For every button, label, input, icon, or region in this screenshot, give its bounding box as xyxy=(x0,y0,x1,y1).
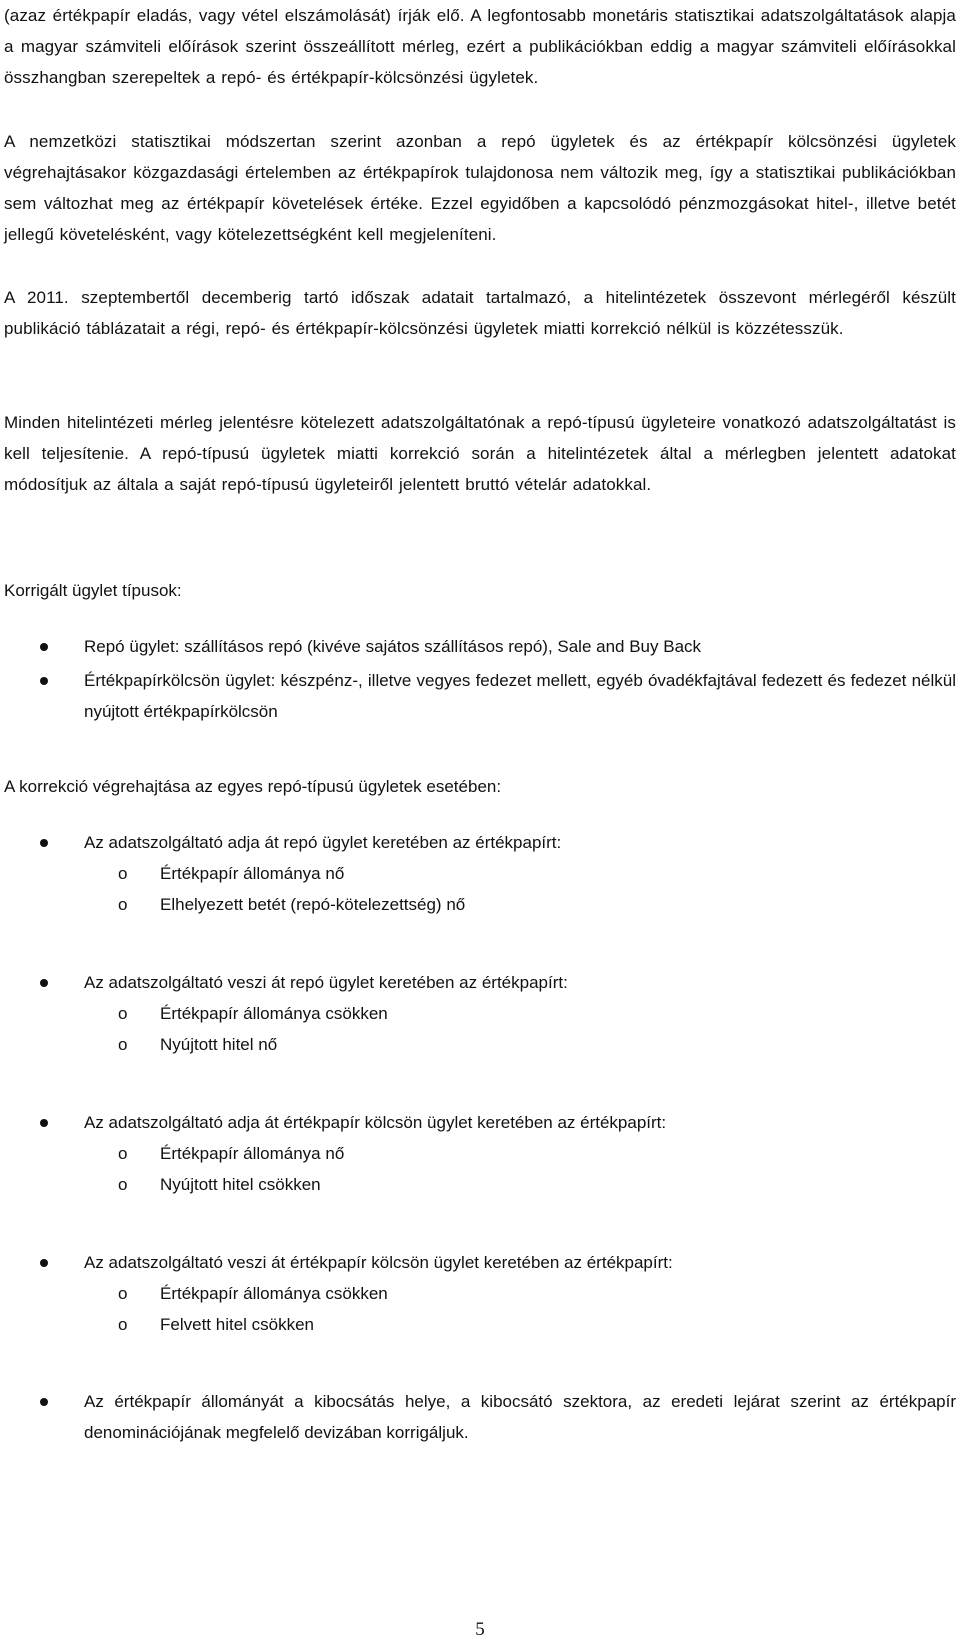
sub-list xyxy=(0,858,956,920)
list-item-text: Az értékpapír állományát a kibocsátás helye, a kibocsátó szektora, az eredeti lejárat szerint az értékpapír denominációjának megfelelő devizában korrigáljuk. xyxy=(84,1392,956,1442)
corrected-types-list xyxy=(0,631,960,727)
list-item xyxy=(0,1386,960,1448)
bullet-icon xyxy=(40,677,48,685)
correction-list xyxy=(0,827,960,920)
list-item xyxy=(0,967,960,1060)
list-item xyxy=(0,1247,960,1340)
sub-list xyxy=(0,1138,956,1200)
sub-list-item-text: Nyújtott hitel csökken xyxy=(160,1175,321,1194)
page-number: 5 xyxy=(475,1619,485,1640)
list-item-text: Az adatszolgáltató veszi át repó ügylet keretében az értékpapírt: xyxy=(84,973,568,992)
sub-list-item xyxy=(0,858,956,889)
sub-list-item-text: Elhelyezett betét (repó-kötelezettség) nő xyxy=(160,895,466,914)
list-item-text: Repó ügylet: szállításos repó (kivéve sajátos szállításos repó), Sale and Buy Back xyxy=(84,637,702,656)
list-item-text: Az adatszolgáltató adja át repó ügylet keretében az értékpapírt: xyxy=(84,833,562,852)
paragraph-methodology: A nemzetközi statisztikai módszertan szerint azonban a repó ügyletek és az értékpapír kölcsönzési ügyletek végrehajtásakor közgazdasági értelemben az értékpapírok tulajdonosa nem változik meg, így a statisztikai publikációkban sem változhat meg az értékpapír követelések értéke. Ezzel egyidőben a kapcsolódó pénzmozgásokat hitel-, illetve betét jellegű követelésként, vagy kötelezettségként kell megjeleníteni. xyxy=(4,132,956,244)
bullet-icon xyxy=(40,1259,48,1267)
sub-list-item-text: Értékpapír állománya nő xyxy=(160,864,345,883)
sub-list-item-text: Értékpapír állománya csökken xyxy=(160,1284,388,1303)
sub-list-item-text: Nyújtott hitel nő xyxy=(160,1035,278,1054)
circle-bullet-icon: o xyxy=(118,864,128,883)
bullet-icon xyxy=(40,1398,48,1406)
paragraph-publication: A 2011. szeptembertől decemberig tartó időszak adatait tartalmazó, a hitelintézetek összevont mérlegéről készült publikáció táblázatait a régi, repó- és értékpapír-kölcsönzési ügyletek miatti korrekció nélkül is közzétesszük. xyxy=(4,288,956,338)
sub-list-item-text: Értékpapír állománya nő xyxy=(160,1144,345,1163)
sub-list-item xyxy=(0,1309,956,1340)
correction-list xyxy=(0,967,960,1060)
circle-bullet-icon: o xyxy=(118,1284,128,1303)
sub-list-item-text: Értékpapír állománya csökken xyxy=(160,1004,388,1023)
sub-list-item xyxy=(0,1029,956,1060)
list-item xyxy=(0,827,960,920)
paragraph-obligation: Minden hitelintézeti mérleg jelentésre kötelezett adatszolgáltatónak a repó-típusú ügyleteire vonatkozó adatszolgáltatást is kell teljesítenie. A repó-típusú ügyletek miatti korrekció során a hitelintézetek által a mérlegben jelentett adatokat módosítjuk az általa a saját repó-típusú ügyleteiről jelentett bruttó vételár adatokkal. xyxy=(4,413,956,494)
sub-list xyxy=(0,1278,956,1340)
sub-list-item xyxy=(0,1278,956,1309)
correction-list xyxy=(0,1107,960,1200)
list-item xyxy=(0,665,960,727)
circle-bullet-icon: o xyxy=(118,1035,128,1054)
sub-list-item xyxy=(0,1169,956,1200)
sub-list-item xyxy=(0,998,956,1029)
bullet-icon xyxy=(40,979,48,987)
correction-list xyxy=(0,1247,960,1340)
sub-list-item xyxy=(0,889,956,920)
heading-correction-execution: A korrekció végrehajtása az egyes repó-típusú ügyletek esetében: xyxy=(4,777,502,796)
circle-bullet-icon: o xyxy=(118,1315,128,1334)
circle-bullet-icon: o xyxy=(118,1004,128,1023)
sub-list xyxy=(0,998,956,1060)
paragraph-intro: (azaz értékpapír eladás, vagy vétel elszámolását) írják elő. A legfontosabb monetáris statisztikai adatszolgáltatások alapja a magyar számviteli előírások szerint összeállított mérleg, ezért a publikációkban eddig a magyar számviteli előírásokkal összhangban szerepeltek a repó- és értékpapír-kölcsönzési ügyletek. xyxy=(4,6,956,87)
list-item-text: Értékpapírkölcsön ügylet: készpénz-, illetve vegyes fedezet mellett, egyéb óvadékfajtával fedezett és fedezet nélkül nyújtott értékpapírkölcsön xyxy=(84,671,956,721)
circle-bullet-icon: o xyxy=(118,895,128,914)
bullet-icon xyxy=(40,839,48,847)
sub-list-item-text: Felvett hitel csökken xyxy=(160,1315,315,1334)
circle-bullet-icon: o xyxy=(118,1175,128,1194)
correction-list xyxy=(0,1386,960,1448)
bullet-icon xyxy=(40,643,48,651)
bullet-icon xyxy=(40,1119,48,1127)
circle-bullet-icon: o xyxy=(118,1144,128,1163)
list-item xyxy=(0,631,960,662)
heading-corrected-types: Korrigált ügylet típusok: xyxy=(4,581,182,600)
sub-list-item xyxy=(0,1138,956,1169)
list-item-text: Az adatszolgáltató veszi át értékpapír kölcsön ügylet keretében az értékpapírt: xyxy=(84,1253,673,1272)
list-item xyxy=(0,1107,960,1200)
list-item-text: Az adatszolgáltató adja át értékpapír kölcsön ügylet keretében az értékpapírt: xyxy=(84,1113,667,1132)
